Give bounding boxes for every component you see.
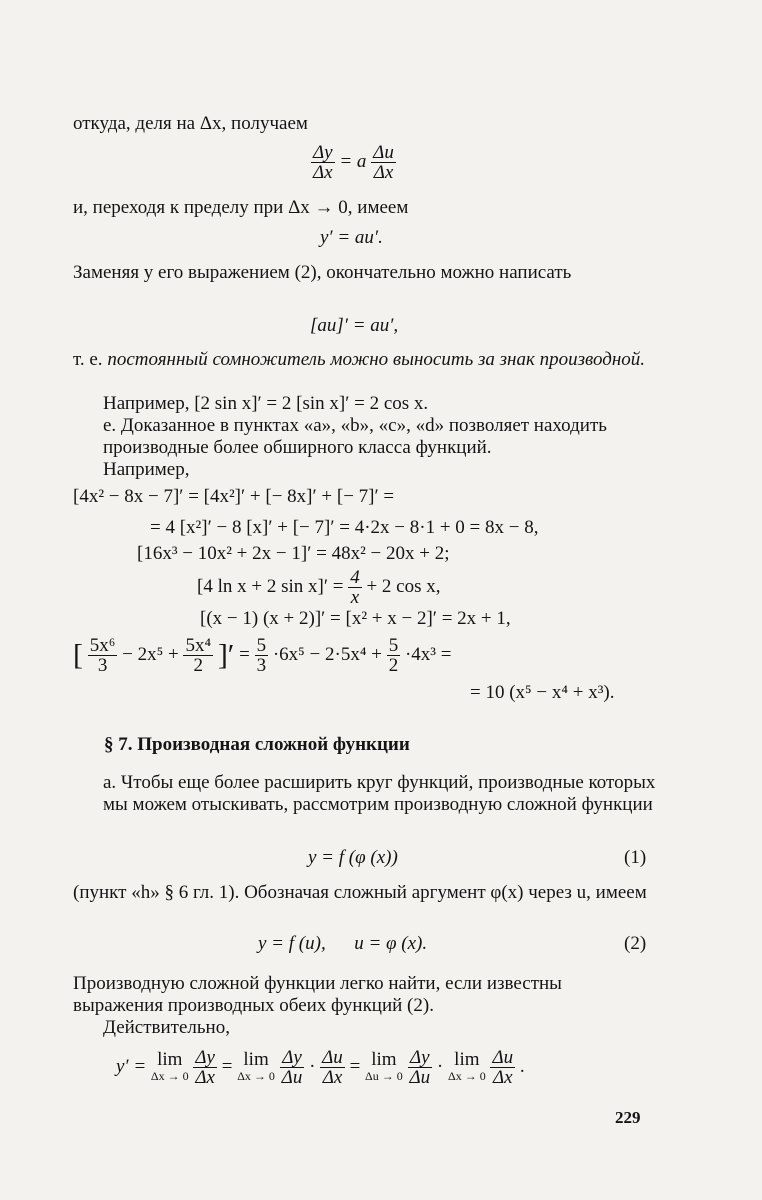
- paragraph-4: т. е. постоянный сомножитель можно выносить за знак производной.: [73, 349, 646, 370]
- page-number: 229: [615, 1108, 641, 1127]
- paragraph-7: Например,: [103, 459, 190, 480]
- fraction-du-dx: $\frac{\Delta u}{\Delta x}$: [373, 142, 394, 183]
- equation-number-2: (2): [624, 933, 647, 954]
- formula-chain-rule: y′ = lim Δx → 0 $\frac{\Delta y}{\Delta x}$ = lim Δx → 0 $\frac{\Delta y}{\Delta u}$ · $\frac{\Delta u}{\Delta x}$ = lim Δu → 0 $\frac{\Delta y}{\Delta u}$ · lim Δx → 0 $\frac{\Delta u}{\Delta x}$ .: [116, 1047, 525, 1088]
- paragraph-2: и, переходя к пределу при Δx → 0, имеем: [73, 197, 409, 218]
- paragraph-8: а. Чтобы еще более расширить круг функций, производные которых мы можем отыскивать, рассмотрим производную сложной функции: [103, 772, 656, 815]
- formula-ratio: $\frac{\Delta y}{\Delta x}$ = a $\frac{\Delta u}{\Delta x}$: [313, 142, 394, 183]
- formula-composite: y = f (φ (x)): [308, 847, 398, 868]
- formula-example-2: [16x³ − 10x² + 2x − 1]′ = 48x² − 20x + 2;: [137, 543, 450, 564]
- paragraph-11: Действительно,: [103, 1017, 230, 1038]
- paragraph-9: (пункт «h» § 6 гл. 1). Обозначая сложный аргумент φ(x) через u, имеем: [73, 882, 647, 903]
- formula-example-1: [4x² − 8x − 7]′ = [4x²]′ + [− 8x]′ + [− 7]′ =: [73, 486, 395, 507]
- limit-dx: lim Δx → 0: [150, 1048, 189, 1083]
- paragraph-1: откуда, деля на Δx, получаем: [73, 113, 308, 134]
- formula-example-5: [ $\frac{\text{5x⁶}}{3}$ − 2x⁵ + $\frac{\text{5x⁴}}{2}$ ]′ = $\frac{5}{3}$ ·6x⁵ − 2·5x⁴ + $\frac{5}{2}$ ·4x³ =: [73, 635, 452, 676]
- formula-example-4: [(x − 1) (x + 2)]′ = [x² + x − 2]′ = 2x + 1,: [200, 608, 511, 629]
- formula-derivative-au: y′ = au′.: [320, 227, 383, 248]
- paragraph-5: Например, [2 sin x]′ = 2 [sin x]′ = 2 cos x.: [103, 393, 429, 414]
- paragraph-6: е. Доказанное в пунктах «a», «b», «c», «d» позволяет находить производные более обширного класса функций.: [103, 415, 607, 458]
- fraction-4-over-x: $\frac{4}{x}$: [350, 567, 360, 608]
- formula-example-3: [4 ln x + 2 sin x]′ = $\frac{4}{x}$ + 2 cos x,: [197, 567, 441, 608]
- paragraph-3: Заменяя y его выражением (2), окончательно можно написать: [73, 262, 572, 283]
- formula-bracket-au: [au]′ = au′,: [310, 315, 399, 336]
- equation-number-1: (1): [624, 847, 647, 868]
- formula-example-1b: = 4 [x²]′ − 8 [x]′ + [− 7]′ = 4·2x − 8·1 + 0 = 8x − 8,: [150, 517, 539, 538]
- formula-example-5b: = 10 (x⁵ − x⁴ + x³).: [470, 682, 615, 703]
- formula-substitution: y = f (u), u = φ (x).: [258, 933, 428, 954]
- fraction-dy-dx: $\frac{\Delta y}{\Delta x}$: [313, 142, 333, 183]
- paragraph-10: Производную сложной функции легко найти, если известны выражения производных обеих функций (2).: [73, 973, 562, 1016]
- section-heading: § 7. Производная сложной функции: [104, 734, 410, 755]
